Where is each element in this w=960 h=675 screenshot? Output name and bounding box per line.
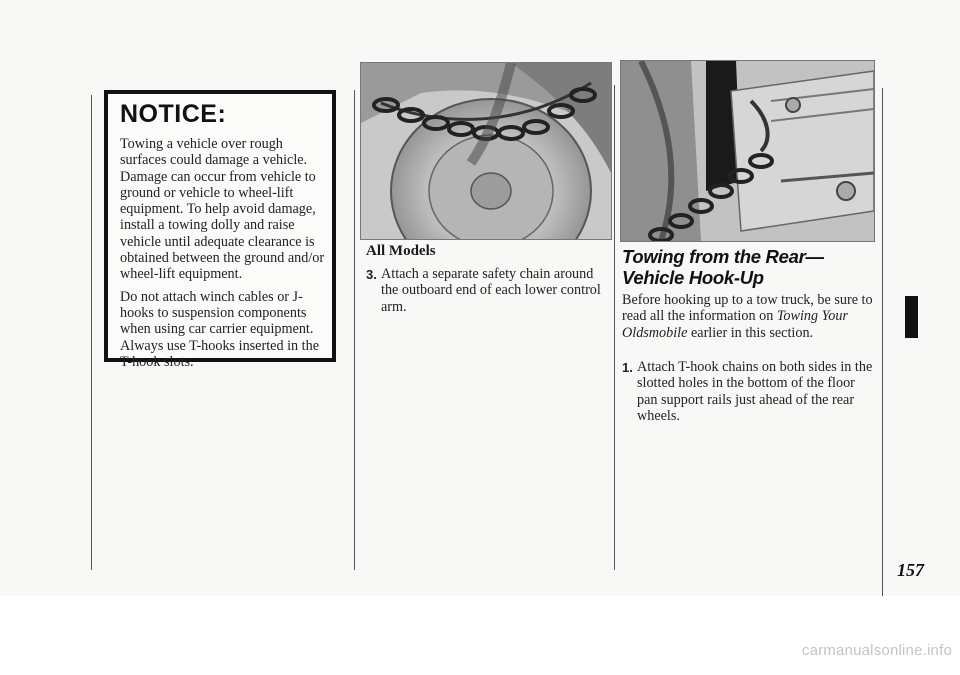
- notice-paragraph-1: Towing a vehicle over rough surfaces could damage a vehicle. Damage can occur from vehicle to ground or vehicle to wheel-lift equipment. To help avoid damage, install a towing dolly and raise vehicle until adequate clearance is obtained between the ground and/or wheel-lift equipment.: [120, 136, 325, 283]
- column-rule-edge: [882, 88, 883, 598]
- notice-paragraph-2: Do not attach winch cables or J-hooks to suspension components when using car carrier equipment. Always use T-hooks inserted in the T-hook slots.: [120, 288, 319, 370]
- notice-box: [104, 90, 336, 370]
- rear-hookup-illustration-drawing: [621, 61, 874, 241]
- column-rule-right: [614, 85, 615, 570]
- intro-paragraph: [622, 292, 874, 341]
- intro-text-italic-reference: Towing Your Oldsmobile: [622, 308, 848, 341]
- intro-text-after: earlier in this section.: [687, 324, 814, 341]
- chain-illustration-drawing: [361, 63, 611, 239]
- step-3: [366, 266, 611, 315]
- step-1-text: Attach T-hook chains on both sides in the slotted holes in the bottom of the floor pan support rails just ahead of the rear wheels.: [637, 359, 873, 424]
- step-3-number: 3.: [366, 267, 377, 282]
- column-rule-middle: [354, 90, 355, 570]
- step-3-text: Attach a separate safety chain around the outboard end of each lower control arm.: [381, 266, 601, 315]
- page-number: 157: [897, 560, 924, 580]
- section-heading-rear-hookup: Towing from the Rear—Vehicle Hook-Up: [622, 246, 824, 288]
- step-1-number: 1.: [622, 360, 633, 375]
- footer-strip: [0, 596, 960, 675]
- section-thumb-tab: [905, 296, 918, 338]
- watermark-text: carmanualsonline.info: [801, 642, 952, 659]
- illustration-rear-hook-up: [620, 60, 875, 242]
- intro-text-before: Before hooking up to a tow truck, be sure to read all the information on: [622, 292, 873, 325]
- illustration-chain-on-control-arm: [360, 62, 612, 240]
- notice-body: [120, 136, 332, 376]
- subheading-all-models: All Models: [366, 243, 436, 259]
- step-1: [622, 359, 874, 424]
- notice-title: NOTICE:: [120, 100, 227, 128]
- column-rule-left: [91, 95, 92, 570]
